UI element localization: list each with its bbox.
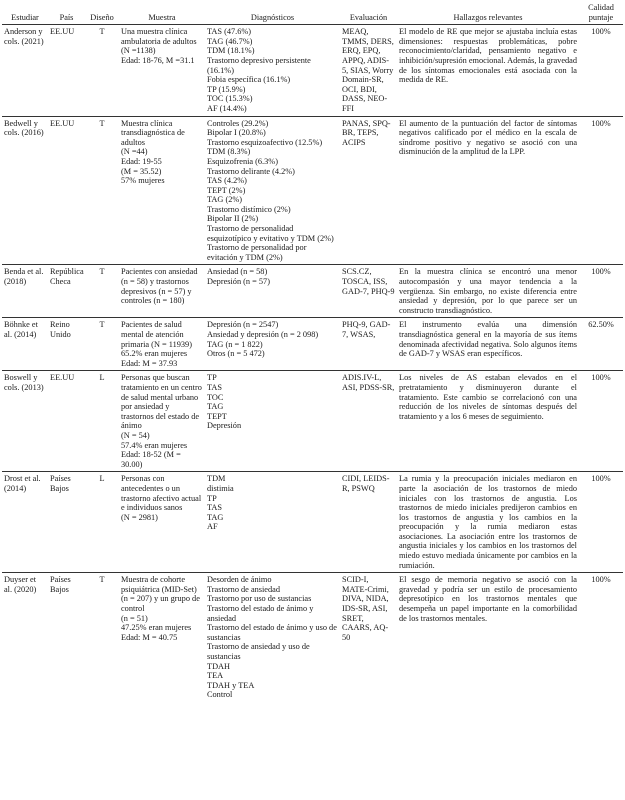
header-diagnoses: Diagnósticos	[205, 2, 340, 25]
diagnosis-item: TAS (4.2%)	[207, 176, 247, 186]
country-cell: Reino Unido	[48, 318, 85, 371]
sample-cell: Muestra clínica transdiagnóstica de adultos (N =44) Edad: 19-55 (M = 35.52) 57% mujeres	[119, 116, 205, 265]
header-findings: Hallazgos relevantes	[397, 2, 579, 25]
table-row	[2, 472, 623, 573]
diagnosis-item: TEPT (2%)	[207, 185, 246, 195]
design-cell: L	[85, 371, 119, 472]
diagnosis-item: TAG (46.7%)	[207, 36, 253, 46]
quality-cell: 100%	[591, 575, 611, 585]
study-cell: Boswell y cols. (2013)	[2, 371, 48, 472]
country-cell: EE.UU	[48, 371, 85, 472]
diagnoses-cell	[205, 25, 340, 116]
quality-cell: 100%	[579, 265, 623, 318]
findings-cell: El instrumento evalúa una dimensión transdiagnóstica general en la mayoría de sus ítems denominada afectividad negativa. Solo algunos ítems de GAD-7 y WSAS eran específicos.	[397, 318, 579, 371]
diagnosis-item: TP	[207, 493, 217, 503]
table-row	[2, 265, 623, 318]
diagnosis-item: Trastorno del estado de ánimo y ansiedad	[207, 604, 314, 623]
study-cell: Böhnke et al. (2014)	[2, 318, 48, 371]
table-row	[2, 371, 623, 472]
findings-cell: El aumento de la puntuación del factor de síntomas negativos calificado por el médico en la escala de síndrome positivo y negativo se asoció con una disminución de la amplitud de la LPP.	[397, 116, 579, 265]
diagnosis-item: Depresión (n = 2547)	[207, 320, 279, 330]
header-design: Diseño	[85, 2, 119, 25]
diagnosis-item: Trastorno esquizoafectivo (12.5%)	[207, 137, 323, 147]
diagnosis-item: Esquizofrenia (6.3%)	[207, 156, 278, 166]
diagnoses-cell	[205, 318, 340, 371]
design-cell: T	[85, 116, 119, 265]
evaluation-cell: PHQ-9, GAD-7, WSAS,	[340, 318, 397, 371]
diagnosis-item: Bipolar I (20.8%)	[207, 128, 266, 138]
findings-cell: El modelo de RE que mejor se ajustaba incluía estas dimensiones: respuestas problemáticas, pobre reconocimiento/claridad, pensamiento negativo e inhibición/supresión emocional. Además, la gravedad de los síntomas emocionales está asociada con la medida de RE.	[397, 25, 579, 116]
findings-cell: La rumia y la preocupación iniciales mediaron en parte la asociación de los trastornos de miedo iniciales con los trastornos de angustia. Los trastornos de miedo iniciales predijeron cambios en los trastornos de angustia y los cambios en la preocupación y la rumia mediaron estas asociaciones. La asociación entre los trastornos de angustia iniciales y los cambios en los trastornos del miedo estuvo mediada únicamente por cambios en la rumiación.	[397, 472, 579, 573]
diagnosis-item: Fobia específica (16.1%)	[207, 75, 291, 85]
diagnosis-item: TAS (47.6%)	[207, 27, 252, 37]
evaluation-cell: PANAS, SPQ-BR, TEPS, ACIPS	[340, 116, 397, 265]
diagnosis-item: Control	[207, 690, 233, 700]
diagnosis-item: TAS	[207, 382, 223, 392]
evaluation-cell: ADIS.IV-L, ASI, PDSS-SR,	[340, 371, 397, 472]
sample-cell: Una muestra clínica ambulatoria de adultos (N =1138) Edad: 18-76, M =31.1	[119, 25, 205, 116]
sample-cell: Personas con antecedentes o un trastorno afectivo actual e individuos sanos (N = 2981)	[119, 472, 205, 573]
findings-cell: El sesgo de memoria negativo se asoció con la gravedad y podría ser un estilo de procesamiento depresotípico en los trastornos mentales que desempeña un papel importante en la comorbilidad de los trastornos mentales.	[399, 575, 577, 623]
diagnosis-item: Trastorno distímico (2%)	[207, 204, 291, 214]
diagnosis-item: Desorden de ánimo	[207, 575, 272, 585]
country-cell: Países Bajos	[50, 575, 71, 594]
table-row	[2, 116, 623, 265]
diagnosis-item: TDAH	[207, 661, 231, 671]
diagnosis-item: TEPT	[207, 411, 227, 421]
study-cell: Bedwell y cols. (2016)	[2, 116, 48, 265]
diagnosis-item: Trastorno por uso de sustancias	[207, 594, 312, 604]
evaluation-cell: SCID-I, MATE-Crimi, DIVA, NIDA, IDS-SR, ASI, SRET, CAARS, AQ-50	[342, 575, 389, 642]
evaluation-cell: SCS.CZ, TOSCA, ISS, GAD-7, PHQ-9	[340, 265, 397, 318]
quality-cell: 100%	[579, 472, 623, 573]
studies-table	[2, 2, 623, 702]
design-cell: T	[85, 265, 119, 318]
design-cell: T	[99, 575, 105, 585]
diagnosis-item: TAG (n = 1 822)	[207, 339, 263, 349]
diagnosis-item: Trastorno de ansiedad	[207, 584, 280, 594]
diagnoses-cell	[205, 265, 340, 318]
diagnosis-item: Bipolar II (2%)	[207, 214, 259, 224]
diagnosis-item: TAG	[207, 402, 224, 412]
header-country: País	[48, 2, 85, 25]
quality-cell: 100%	[579, 371, 623, 472]
design-cell: T	[85, 318, 119, 371]
header-quality: Calidad puntaje	[579, 2, 623, 25]
findings-cell: Los niveles de AS estaban elevados en el pretratamiento y disminuyeron durante el tratamiento. Este cambio se correlacionó con una reducción de los niveles de síntomas después del tratamiento y a los 6 meses de seguimiento.	[397, 371, 579, 472]
diagnosis-item: Trastorno de personalidad esquizotípico y evitativo y TDM (2%)	[207, 224, 334, 243]
study-cell: Drost et al. (2014)	[2, 472, 48, 573]
diagnosis-item: Ansiedad y depresión (n = 2 098)	[207, 330, 319, 339]
findings-cell: En la muestra clínica se encontró una menor autocompasión y una mayor tendencia a la vergüenza. Sin embargo, no existe diferencia entre ansiedad y depresión, por lo que parece ser un constructo transdiagnóstico.	[397, 265, 579, 318]
diagnoses-cell	[205, 573, 340, 702]
diagnosis-item: TOC	[207, 392, 224, 402]
sample-cell: Personas que buscan tratamiento en un centro de salud mental urbano por ansiedad y trastornos del estado de ánimo (N = 54) 57.4% eran mujeres Edad: 18-52 (M = 30.00)	[119, 371, 205, 472]
country-cell: EE.UU	[48, 116, 85, 265]
table-row	[2, 318, 623, 371]
country-cell: República Checa	[48, 265, 85, 318]
header-study: Estudiar	[2, 2, 48, 25]
header-evaluation: Evaluación	[340, 2, 397, 25]
evaluation-cell: MEAQ, TMMS, DERS, ERQ, EPQ, APPQ, ADIS-5, SIAS, Worry Domain-SR, OCI, BDI, DASS, NEO-FFI	[340, 25, 397, 116]
diagnoses-cell	[205, 472, 340, 573]
quality-cell: 100%	[579, 25, 623, 116]
diagnoses-cell	[205, 116, 340, 265]
evaluation-cell: CIDI, LEIDS-R, PSWQ	[340, 472, 397, 573]
diagnosis-item: Trastorno de ansiedad y uso de sustancias	[207, 642, 310, 661]
diagnosis-item: Trastorno del estado de ánimo y uso de sustancias	[207, 623, 337, 642]
diagnosis-item: TAG (2%)	[207, 195, 243, 205]
diagnosis-item: Otros (n = 5 472)	[207, 349, 265, 359]
diagnosis-item: TP (15.9%)	[207, 84, 246, 94]
diagnosis-item: TAG	[207, 512, 224, 522]
diagnosis-item: TOC (15.3%)	[207, 94, 253, 104]
table-body	[2, 25, 623, 702]
diagnosis-item: TAS	[207, 503, 223, 513]
diagnosis-item: Trastorno de personalidad por evitación y TDM (2%)	[207, 243, 307, 262]
diagnosis-item: Depresión (n = 57)	[207, 277, 270, 287]
diagnosis-item: AF	[207, 522, 218, 532]
quality-cell: 62.50%	[579, 318, 623, 371]
header-sample: Muestra	[119, 2, 205, 25]
table-row	[2, 25, 623, 116]
diagnosis-item: TDM	[207, 474, 226, 484]
diagnosis-item: TP	[207, 373, 217, 383]
diagnosis-item: Controles (29.2%)	[207, 118, 269, 128]
study-cell: Anderson y cols. (2021)	[2, 25, 48, 116]
diagnosis-item: TDM (8.3%)	[207, 147, 251, 157]
diagnosis-item: AF (14.4%)	[207, 103, 247, 113]
diagnosis-item: Depresión	[207, 421, 242, 431]
diagnosis-item: TDM (18.1%)	[207, 46, 255, 56]
diagnosis-item: Trastorno depresivo persistente (16.1%)	[207, 55, 311, 75]
country-cell: EE.UU	[48, 25, 85, 116]
country-cell: Países Bajos	[48, 472, 85, 573]
design-cell: T	[85, 25, 119, 116]
quality-cell: 100%	[579, 116, 623, 265]
diagnosis-item: TDAH y TEA	[207, 680, 255, 690]
table-row	[2, 573, 623, 702]
sample-cell: Pacientes de salud mental de atención primaria (N = 11939) 65.2% eran mujeres Edad: M = 37.93	[119, 318, 205, 371]
sample-cell: Muestra de cohorte psiquiátrica (MID-Set) (n = 207) y un grupo de control (n = 51) 47.25% eran mujeres Edad: M = 40.75	[121, 575, 200, 642]
study-cell: Duyser et al. (2020)	[4, 575, 37, 594]
diagnoses-cell	[205, 371, 340, 472]
diagnosis-item: Ansiedad (n = 58)	[207, 267, 268, 277]
design-cell: L	[85, 472, 119, 573]
header-row	[2, 2, 623, 25]
diagnosis-item: distimia	[207, 483, 234, 493]
diagnosis-item: Trastorno delirante (4.2%)	[207, 166, 295, 176]
sample-cell: Pacientes con ansiedad (n = 58) y trastornos depresivos (n = 57) y controles (n = 180)	[119, 265, 205, 318]
diagnosis-item: TEA	[207, 671, 224, 681]
study-cell: Benda et al. (2018)	[2, 265, 48, 318]
